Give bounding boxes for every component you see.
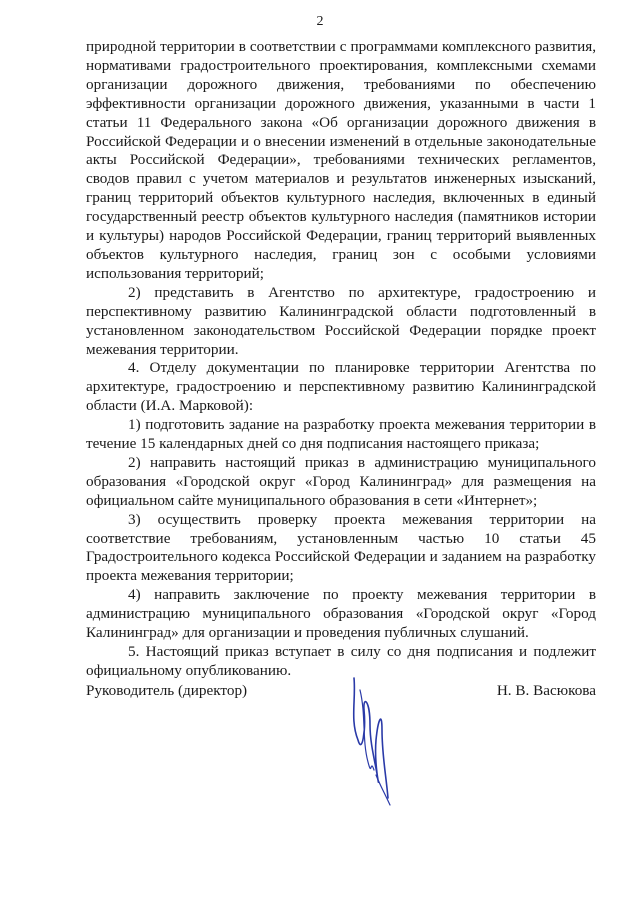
paragraph-point-4: 4. Отделу документации по планировке территории Агентства по архитектуре, градостроению и перспективному развитию Калининградской области (И.А. Марковой):	[86, 359, 596, 415]
paragraph-point-5: 5. Настоящий приказ вступает в силу со дня подписания и подлежит официальному опубликованию.	[86, 643, 596, 679]
paragraph-item-2-submit: 2) представить в Агентство по архитектуре, градостроению и перспективному развитию Калининградской области подготовленный в установленном законодательством Российской Федерации порядке проект межевания территории.	[86, 283, 596, 358]
signer-name: Н. В. Васюкова	[496, 682, 596, 699]
paragraph-item-1-task: 1) подготовить задание на разработку проекта межевания территории в течение 15 календарных дней со дня подписания настоящего приказа;	[86, 416, 596, 453]
handwritten-signature	[336, 670, 406, 810]
document-body	[86, 38, 596, 681]
signer-position: Руководитель (директор)	[86, 682, 248, 699]
paragraph-continuation: природной территории в соответствии с программами комплексного развития, нормативами градостроительного проектирования, комплексными схемами организации дорожного движения, требованиями по обеспечению эффективности организации дорожного движения, указанными в части 1 статьи 11 Федерального закона «Об организации дорожного движения в Российской Федерации и о внесении изменений в отдельные законодательные акты Российской Федерации», требованиями технических регламентов, сводов правил с учетом материалов и результатов инженерных изысканий, границ территорий объектов культурного наследия, включенных в единый государственный реестр объектов культурного наследия (памятников истории и культуры) народов Российской Федерации, границ территорий выявленных объектов культурного наследия, границ зон с особыми условиями использования территорий;	[86, 38, 596, 282]
signature-block	[86, 682, 596, 812]
paragraph-item-3-check: 3) осуществить проверку проекта межевания территории на соответствие требованиям, установленным частью 10 статьи 45 Градостроительного кодекса Российской Федерации и заданием на разработку проекта межевания территории;	[86, 510, 596, 585]
page-number: 2	[316, 14, 324, 29]
paragraph-item-2-send: 2) направить настоящий приказ в администрацию муниципального образования «Городской округ «Город Калининград» для размещения на официальном сайте муниципального образования в сети «Интернет»;	[86, 453, 596, 509]
paragraph-item-4-conclusion: 4) направить заключение по проекту межевания территории в администрацию муниципального образования «Городской округ «Город Калининград» для организации и проведения публичных слушаний.	[86, 586, 596, 642]
